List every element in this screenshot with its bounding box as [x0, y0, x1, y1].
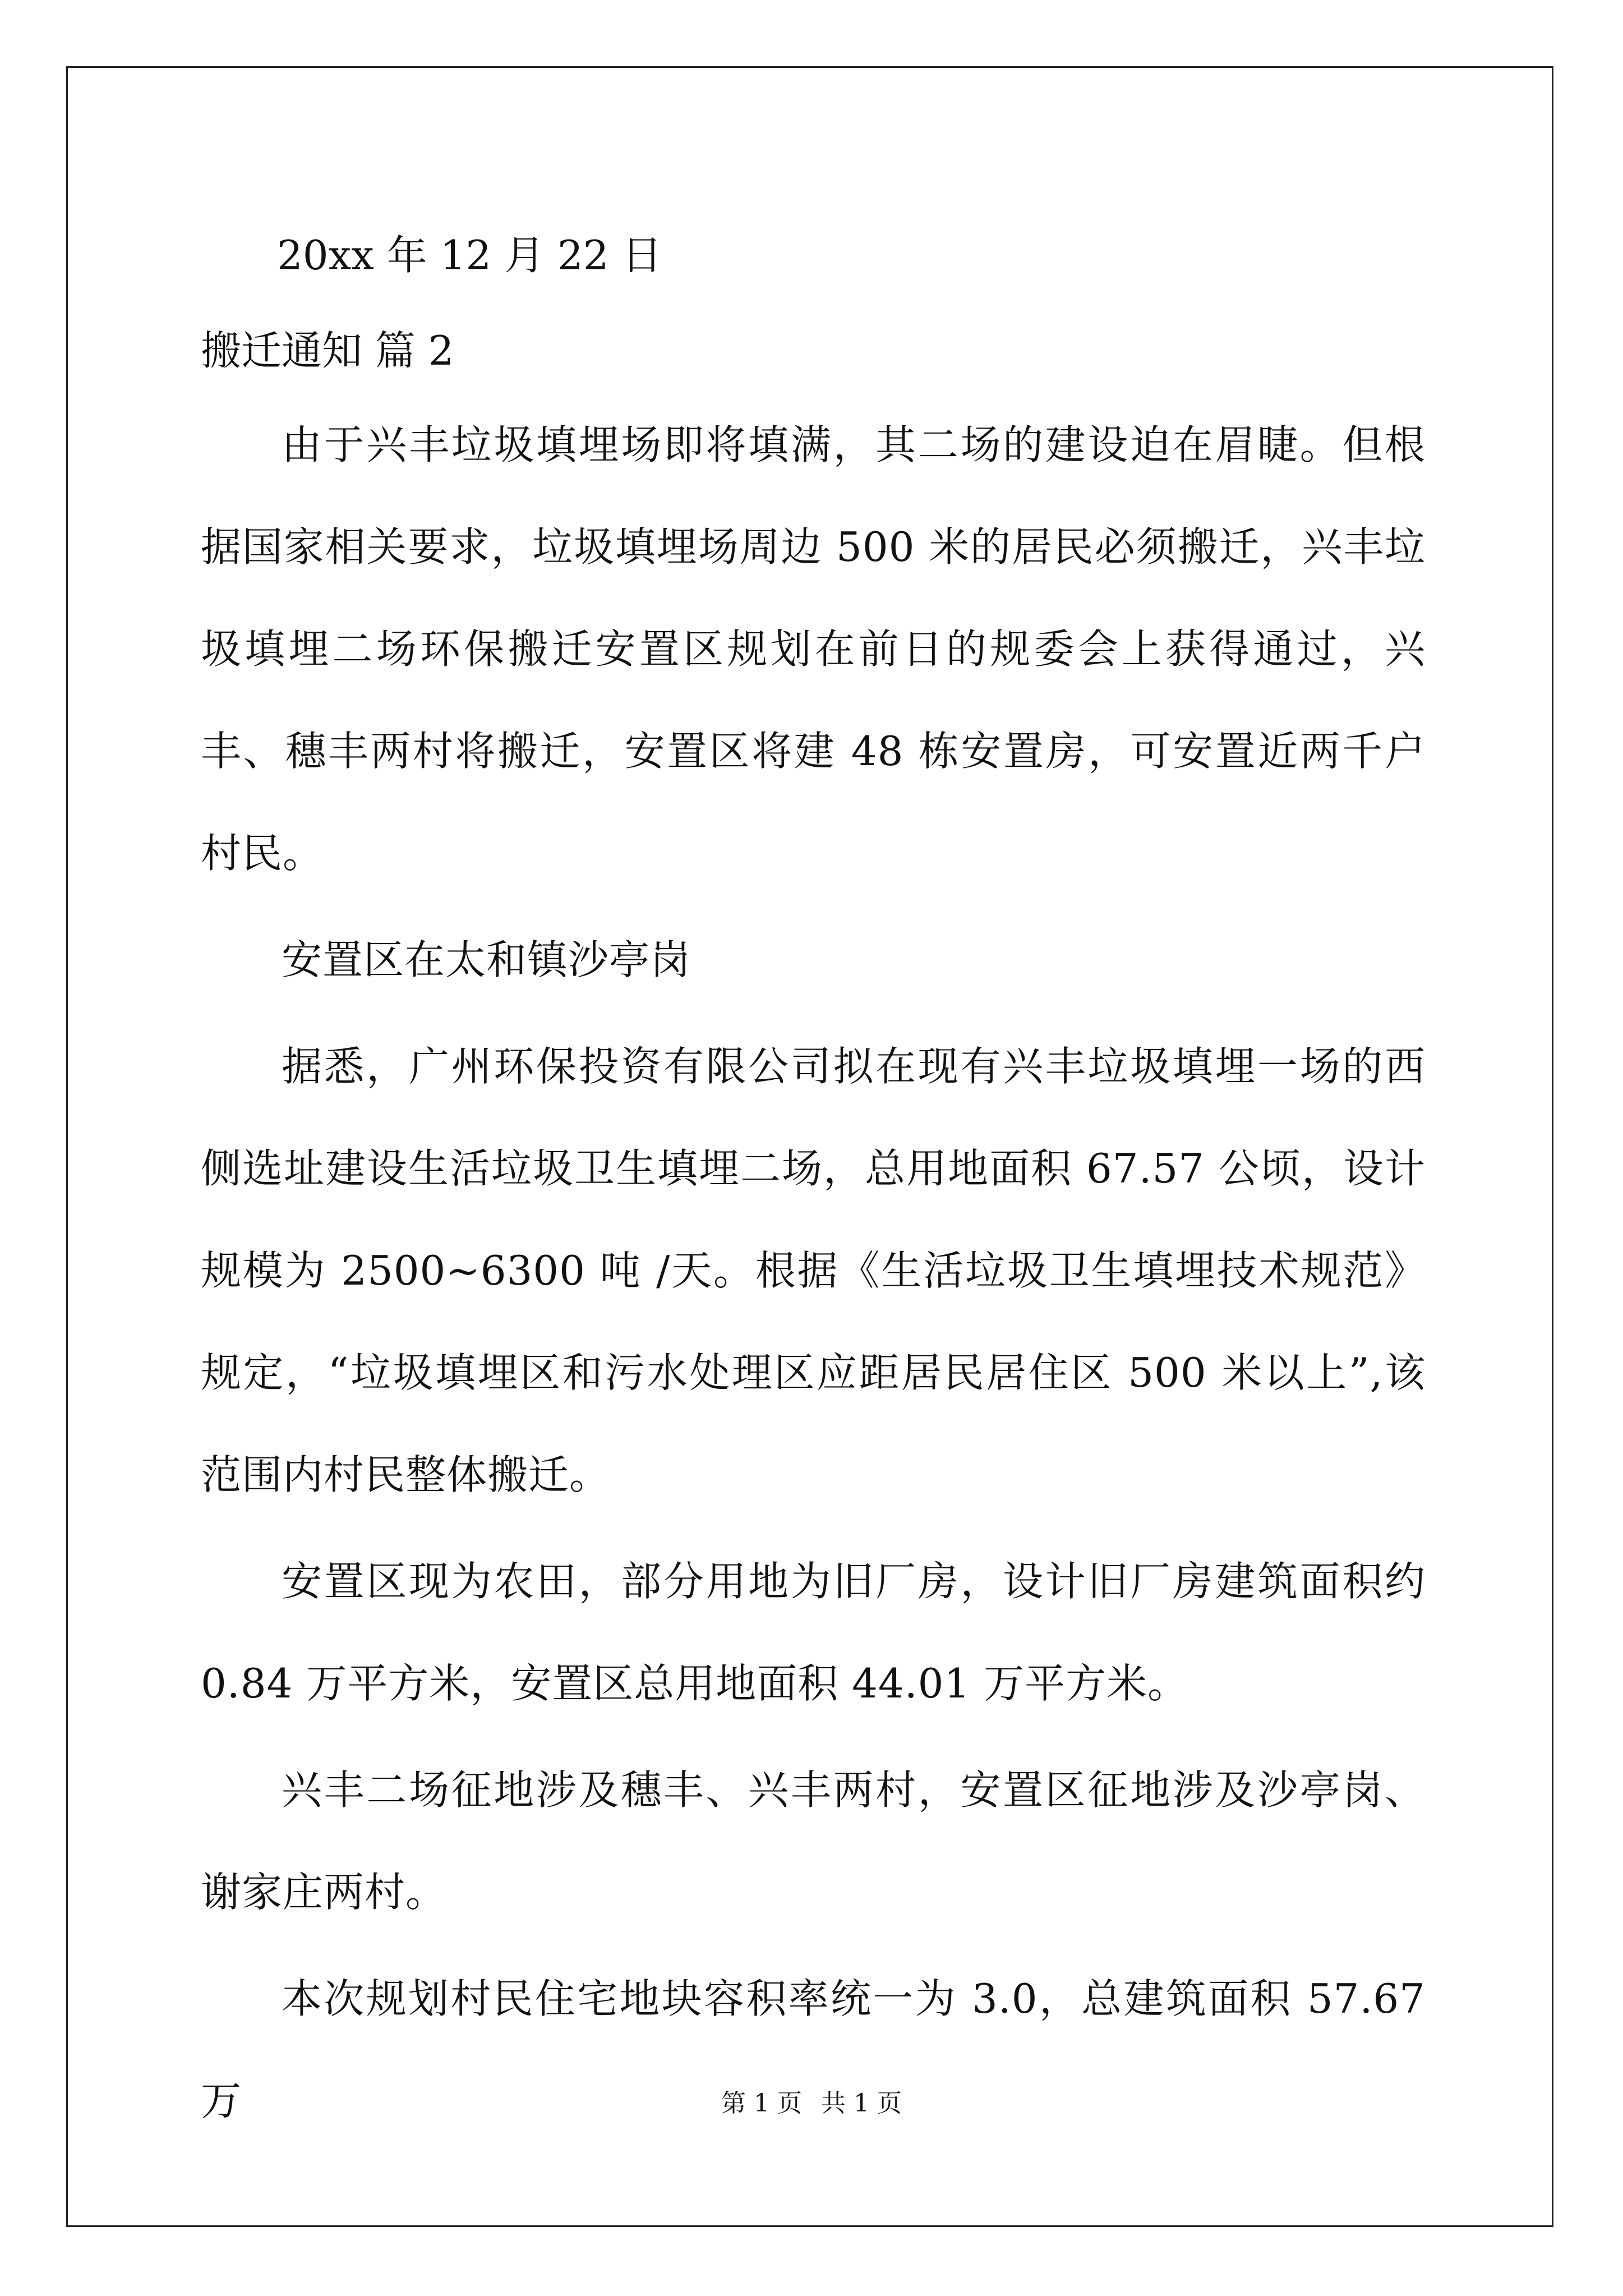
page-total: 共 1 页 — [821, 2089, 902, 2118]
document-date: 20xx 年 12 月 22 日 — [277, 232, 662, 279]
paragraph-location: 安置区在太和镇沙亭岗 — [282, 936, 691, 983]
paragraph-intro: 由于兴丰垃圾填埋场即将填满，其二场的建设迫在眉睫。但根据国家相关要求，垃圾填埋场周边 500 米的居民必须搬迁，兴丰垃圾填埋二场环保搬迁安置区规划在前日的规委会上获得通过，兴丰、穗丰两村将搬迁，安置区将建 48 栋安置房，可安置近两千户村民。 — [201, 421, 1426, 877]
document-body — [201, 213, 1426, 2152]
page-footer — [0, 2087, 1623, 2120]
paragraph-planning: 本次规划村民住宅地块容积率统一为 3.0，总建筑面积 57.67 万 — [201, 1975, 1426, 2124]
page-number: 第 1 页 — [721, 2089, 802, 2118]
paragraph-villages: 兴丰二场征地涉及穗丰、兴丰两村，安置区征地涉及沙亭岗、谢家庄两村。 — [201, 1766, 1426, 1916]
paragraph-site-area: 安置区现为农田，部分用地为旧厂房，设计旧厂房建筑面积约 0.84 万平方米，安置区总用地面积 44.01 万平方米。 — [201, 1558, 1426, 1707]
paragraph-background: 据悉，广州环保投资有限公司拟在现有兴丰垃圾填埋一场的西侧选址建设生活垃圾卫生填埋二场，总用地面积 67.57 公顷，设计规模为 2500~6300 吨 /天。根据《生活垃圾卫生填埋技术规范》规定，“垃圾填埋区和污水处理区应距居民居住区 500 米以上”,该范围内村民整体搬迁。 — [201, 1043, 1426, 1498]
section-heading: 搬迁通知 篇 2 — [201, 327, 454, 374]
